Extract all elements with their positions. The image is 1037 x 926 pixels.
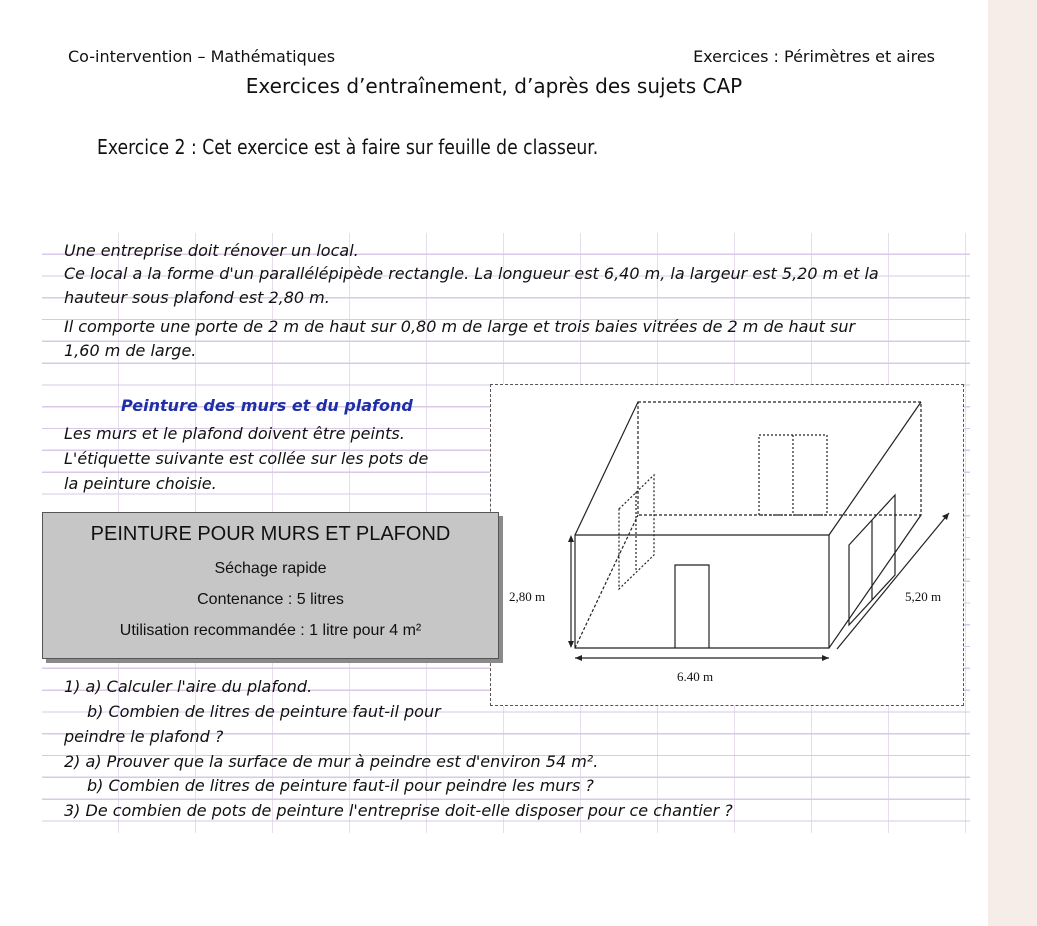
- back-face: [638, 402, 921, 515]
- page-title: Exercices d’entraînement, d’après des sujets CAP: [245, 74, 743, 98]
- question-2a: 2) a) Prouver que la surface de mur à peindre est d'environ 54 m².: [64, 752, 599, 771]
- intro-line-1: Une entreprise doit rénover un local.: [64, 241, 359, 260]
- question-3: 3) De combien de pots de peinture l'entreprise doit-elle disposer pour ce chantier ?: [64, 801, 733, 820]
- door: [675, 565, 709, 648]
- edge-bottom-right: [829, 515, 921, 648]
- section-line-2: L'étiquette suivante est collée sur les pots de: [64, 449, 429, 468]
- front-face: [575, 535, 829, 648]
- width-label: 5,20 m: [905, 589, 942, 604]
- room-figure: [490, 384, 964, 706]
- intro-line-5: 1,60 m de large.: [64, 341, 197, 360]
- exercise-title: Exercice 2 : Cet exercice est à faire sur feuille de classeur.: [97, 135, 599, 159]
- label-usage: Utilisation recommandée : 1 litre pour 4 m²: [119, 622, 422, 639]
- width-arrow: [837, 513, 949, 649]
- question-2b: b) Combien de litres de peinture faut-il pour peindre les murs ?: [87, 776, 594, 795]
- edge-top-left: [575, 402, 638, 535]
- label-drying: Séchage rapide: [214, 560, 327, 577]
- header-right: Exercices : Périmètres et aires: [693, 47, 935, 66]
- section-title: Peinture des murs et du plafond: [121, 396, 413, 415]
- height-label: 2,80 m: [509, 589, 546, 604]
- intro-line-2: Ce local a la forme d'un parallélépipède rectangle. La longueur est 6,40 m, la largeur est 5,20 m et la: [64, 264, 879, 283]
- length-label: 6.40 m: [677, 669, 714, 684]
- intro-line-3: hauteur sous plafond est 2,80 m.: [64, 288, 330, 307]
- room-drawing: [491, 385, 963, 705]
- question-1b-line-1: b) Combien de litres de peinture faut-il pour: [87, 702, 441, 721]
- question-1a: 1) a) Calculer l'aire du plafond.: [64, 677, 313, 696]
- header-left: Co-intervention – Mathématiques: [68, 47, 336, 66]
- right-margin-strip: [988, 0, 1037, 926]
- label-capacity: Contenance : 5 litres: [197, 591, 344, 608]
- paint-label-box: [42, 512, 499, 659]
- section-line-3: la peinture choisie.: [64, 474, 217, 493]
- section-line-1: Les murs et le plafond doivent être peints.: [64, 424, 405, 443]
- intro-line-4: Il comporte une porte de 2 m de haut sur 0,80 m de large et trois baies vitrées de 2 m de haut sur: [64, 317, 856, 336]
- question-1b-line-2: peindre le plafond ?: [64, 727, 224, 746]
- label-title: PEINTURE POUR MURS ET PLAFOND: [90, 523, 451, 545]
